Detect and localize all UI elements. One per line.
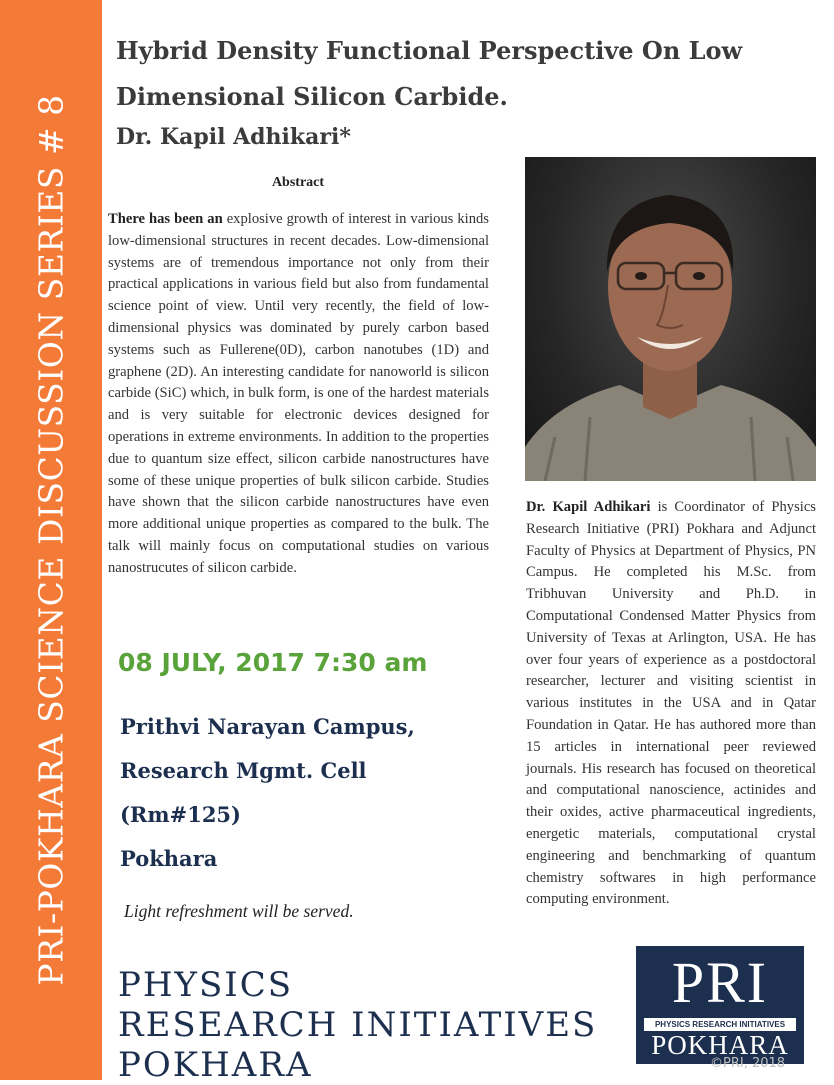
abstract-text bbox=[108, 209, 489, 580]
venue-line: Research Mgmt. Cell bbox=[120, 758, 367, 783]
event-venue bbox=[120, 705, 500, 881]
series-title: PRI-POKHARA SCIENCE DISCUSSION SERIES # 8 bbox=[31, 94, 71, 986]
venue-line: Prithvi Narayan Campus, bbox=[120, 714, 415, 739]
abstract-body: explosive growth of interest in various kinds low-dimensional structures in recent decades. Low-dimensional systems are of tremendous importance not only from their practical applications in various field but also from fundamental science point of view. Until very recently, the field of low-dimensional physics was dominated by purely carbon based systems such as Fullerene(0D), carbon nanotubes (1D) and graphene (2D). An interesting candidate for nanoworld is silicon carbide (SiC) which, in bulk form, is one of the hardest materials and is very suitable for electronic devices designed for operations in extreme environments. In addition to the properties due to quantum size effect, silicon carbide nanostructures have some of these unique properties of bulk silicon carbide. Studies have shown that the silicon carbide nanostructures have even more additional unique properties as compared to the bulk. The talk will mainly focus on computational studies on various nanostrucutes of silicon carbide. bbox=[108, 211, 489, 576]
sidebar-banner bbox=[0, 0, 102, 1080]
speaker-photo bbox=[525, 157, 816, 481]
speaker-portrait-image bbox=[525, 157, 816, 481]
org-line-physics: PHYSICS bbox=[118, 965, 294, 1005]
logo-band-text: PHYSICS RESEARCH INITIATIVES bbox=[644, 1018, 796, 1031]
event-datetime: 08 JULY, 2017 7:30 am bbox=[118, 648, 428, 677]
org-line-pokhara: POKHARA bbox=[118, 1045, 313, 1085]
speaker-name: Dr. Kapil Adhikari* bbox=[116, 124, 351, 150]
bio-body: is Coordinator of Physics Research Initiative (PRI) Pokhara and Adjunct Faculty of Physics at Department of Physics, PN Campus. He completed his M.Sc. from Tribhuvan University and Ph.D. in Computational Condensed Matter Physics from University of Texas at Arlington, USA. He has over four years of experience as a postdoctoral researcher, lecturer and visiting scientist in various institutes in the USA and in Qatar Foundation in Qatar. He has authored more than 15 articles in international peer reviewed journals. His research has focused on theoretical and computational nanoscience, actinides and their oxides, active pharmaceutical ingredients, energetic materials, computational crystal engineering and benchmarking of quantum chemistry softwares in high performance computing environment. bbox=[526, 499, 816, 908]
pri-logo bbox=[636, 946, 804, 1064]
speaker-bio bbox=[526, 497, 816, 911]
abstract-lead: There has been an bbox=[108, 211, 223, 227]
organization-name bbox=[118, 965, 638, 1085]
bio-name: Dr. Kapil Adhikari bbox=[526, 499, 651, 515]
logo-pri-text: PRI bbox=[671, 950, 769, 1015]
abstract-heading: Abstract bbox=[271, 175, 325, 190]
talk-title: Hybrid Density Functional Perspective On Low Dimensional Silicon Carbide. bbox=[116, 36, 743, 111]
venue-line: (Rm#125) bbox=[120, 802, 241, 827]
copyright-watermark: ©PRI, 2018 bbox=[710, 1056, 786, 1071]
logo-pokhara-text: POKHARA bbox=[651, 1030, 789, 1060]
venue-line: Pokhara bbox=[120, 846, 218, 871]
org-line-research: RESEARCH INITIATIVES bbox=[118, 1005, 598, 1045]
refreshment-note: Light refreshment will be served. bbox=[124, 901, 354, 921]
